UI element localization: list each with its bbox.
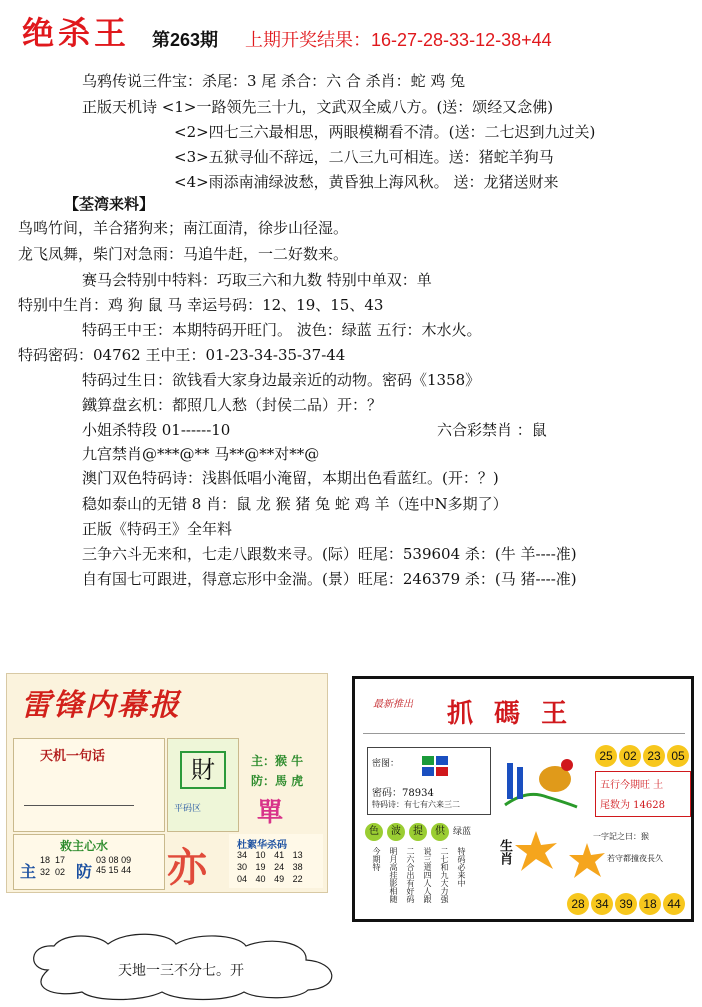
num: 34 bbox=[237, 850, 248, 860]
num: 49 bbox=[274, 874, 285, 884]
single-char: 單 bbox=[257, 798, 284, 828]
balls-bottom bbox=[567, 893, 685, 915]
num: 09 bbox=[121, 855, 132, 865]
leifeng-panel bbox=[6, 673, 328, 893]
line-16: 六合彩禁肖 ：鼠 bbox=[437, 421, 547, 439]
poem-col: 特码必来中 bbox=[457, 847, 466, 887]
color-tags bbox=[365, 823, 471, 841]
num: 41 bbox=[274, 850, 285, 860]
poem-col: 二七和九大力强 bbox=[440, 847, 449, 903]
leifeng-title: 雷锋内幕报 bbox=[21, 688, 181, 723]
num: 22 bbox=[292, 874, 303, 884]
zodiac-burst bbox=[513, 829, 559, 875]
issue-number: 第263期 bbox=[152, 30, 219, 50]
line-10: 特别中生肖：鸡 狗 鼠 马 幸运号码：12、19、15、43 bbox=[18, 296, 384, 314]
poem-columns bbox=[371, 847, 467, 911]
zhu-nums bbox=[40, 855, 65, 865]
color-tag: 供 bbox=[431, 823, 449, 841]
line-5: <4>雨添南浦绿波愁，黄昏独上海风秋。 送：龙猪送财来 bbox=[174, 173, 559, 191]
ball: 23 bbox=[643, 745, 665, 767]
yizi-label-text: 一字記之曰： bbox=[593, 832, 641, 841]
num: 24 bbox=[274, 862, 285, 872]
line-3: <2>四七三六最相思，两眼模糊看不清。(送：二七迟到九过关) bbox=[174, 123, 596, 141]
ball: 28 bbox=[567, 893, 589, 915]
num: 04 bbox=[237, 874, 248, 884]
zhuamawang-panel bbox=[352, 676, 694, 922]
line-4: <3>五狱寻仙不辞远，二八三九可相连。送：猪蛇羊狗马 bbox=[174, 148, 554, 166]
sha-row-1 bbox=[237, 850, 303, 860]
poem-col: 二六合出有好码 bbox=[406, 847, 415, 903]
line-22: 自有国七可跟进，得意忘形中金湍。(景）旺尾：246379 杀：(马 猪----准) bbox=[82, 570, 577, 588]
color-tag: 波 bbox=[387, 823, 405, 841]
zodiac-burst-2 bbox=[567, 841, 607, 881]
num: 44 bbox=[121, 865, 132, 875]
result-label: 上期开奖结果： bbox=[245, 30, 371, 50]
poem-col: 明月高挂影相随 bbox=[389, 847, 398, 903]
ball: 05 bbox=[667, 745, 689, 767]
header bbox=[0, 0, 702, 62]
poem-right: 若守都撞夜長久 bbox=[607, 854, 663, 863]
zmw-title: 抓 碼 王 bbox=[447, 699, 574, 729]
ball: 25 bbox=[595, 745, 617, 767]
poem-col: 今期特 bbox=[372, 847, 381, 871]
line-15: 小姐杀特段 01------10 bbox=[82, 421, 231, 439]
sha-row-2 bbox=[237, 862, 303, 872]
flag-icon bbox=[418, 754, 458, 778]
fang-label: 防 bbox=[76, 862, 93, 881]
line-18: 澳门双色特码诗：浅斟低唱小淹留，本期出色看蓝红。(开：？) bbox=[82, 469, 499, 487]
zmw-tag: 最新推出 bbox=[373, 699, 413, 710]
fang-text: 防：馬 虎 bbox=[251, 774, 304, 788]
pingma-label: 平码区 bbox=[174, 804, 202, 814]
poem-col: 说三道四人人跟 bbox=[423, 847, 432, 903]
mima-box bbox=[367, 747, 491, 815]
line-17: 九宫禁肖@***@** 马**@**对**@ bbox=[82, 445, 320, 463]
tianji-label: 天机一句话 bbox=[40, 749, 106, 764]
num: 08 bbox=[108, 855, 119, 865]
mima-label: 密图： bbox=[372, 759, 400, 769]
num: 15 bbox=[108, 865, 119, 875]
sheng-xiao: 生肖 bbox=[497, 839, 512, 865]
line-14: 鐵算盘玄机：都照几人愁（封侯二品）开：？ bbox=[82, 396, 383, 414]
ball: 18 bbox=[639, 893, 661, 915]
tianji-scribble bbox=[24, 805, 134, 806]
zhu-label: 主 bbox=[20, 862, 37, 881]
tema-mima: 特码诗：有七有六来三二 bbox=[372, 800, 460, 809]
tianji-box bbox=[13, 738, 165, 832]
color-tag: 色 bbox=[365, 823, 383, 841]
num: 10 bbox=[255, 850, 266, 860]
wuxing-text: 五行今期旺 土 bbox=[600, 780, 664, 791]
line-11: 特码王中王：本期特码开旺门。 波色：绿蓝 五行：木水火。 bbox=[82, 321, 482, 339]
fang-nums bbox=[40, 867, 65, 877]
weishu-text: 尾数为 14628 bbox=[600, 800, 665, 811]
line-7: 鸟鸣竹间，羊合猪狗来；南江面清，徐步山径湿。 bbox=[18, 219, 349, 237]
color-value: 绿蓝 bbox=[453, 827, 472, 837]
line-12: 特码密码：04762 王中王：01-23-34-35-37-44 bbox=[18, 346, 346, 364]
extra-nums bbox=[96, 855, 131, 875]
jiuzhu-title: 救主心水 bbox=[60, 839, 109, 853]
num: 02 bbox=[55, 867, 66, 877]
center-box bbox=[167, 738, 239, 832]
line-1: 乌鸦传说三件宝：杀尾：3 尾 杀合：六 合 杀肖：蛇 鸡 兔 bbox=[82, 72, 466, 90]
shasha-box bbox=[229, 834, 323, 888]
zmw-underline bbox=[363, 733, 685, 734]
wuxing-box bbox=[595, 771, 691, 817]
num: 45 bbox=[96, 865, 107, 875]
cloud-text: 天地一三不分七。开 bbox=[118, 963, 244, 979]
shasha-title: 杜絮华杀码 bbox=[237, 840, 287, 851]
ball: 02 bbox=[619, 745, 641, 767]
num: 17 bbox=[55, 855, 66, 865]
ball: 34 bbox=[591, 893, 613, 915]
line-9: 赛马会特别中特料：巧取三六和九数 特别中单双：单 bbox=[82, 271, 432, 289]
yizi-value: 猴 bbox=[641, 832, 649, 841]
line-8: 龙飞凤舞，柴门对急雨：马追牛赶，一二好数来。 bbox=[18, 245, 349, 263]
num: 03 bbox=[96, 855, 107, 865]
big-char: 亦 bbox=[167, 844, 207, 891]
num: 40 bbox=[255, 874, 266, 884]
rooster-icon bbox=[497, 749, 583, 811]
balls-top bbox=[595, 745, 689, 767]
num: 32 bbox=[40, 867, 51, 877]
num: 18 bbox=[40, 855, 51, 865]
zhu-text: 主：猴 牛 bbox=[251, 754, 304, 768]
num: 19 bbox=[255, 862, 266, 872]
sha-row-3 bbox=[237, 874, 303, 884]
num: 38 bbox=[292, 862, 303, 872]
last-result bbox=[245, 26, 552, 52]
line-2: 正版天机诗 <1>一路领先三十九，文武双全威八方。(送：颂经又念佛) bbox=[82, 98, 554, 116]
section-heading: 【荃湾来料】 bbox=[64, 195, 155, 213]
line-19: 稳如泰山的无错 8 肖：鼠 龙 猴 猪 兔 蛇 鸡 羊（连中N多期了） bbox=[82, 495, 508, 513]
result-numbers: 16-27-28-33-12-38+44 bbox=[371, 30, 552, 50]
num: 30 bbox=[237, 862, 248, 872]
ball: 44 bbox=[663, 893, 685, 915]
line-21: 三争六斗无来和，七走八跟数来寻。(际）旺尾：539604 杀：(牛 羊----准) bbox=[82, 545, 577, 563]
line-20: 正版《特码王》全年料 bbox=[82, 520, 233, 538]
wealth-char: 財 bbox=[180, 751, 226, 789]
color-tag: 提 bbox=[409, 823, 427, 841]
page-title: 绝杀王 bbox=[22, 14, 131, 52]
mima-num: 密码：78934 bbox=[372, 788, 434, 799]
line-13: 特码过生日：欲钱看大家身边最亲近的动物。密码《1358》 bbox=[82, 371, 481, 389]
jiuzhu-box bbox=[13, 834, 165, 890]
ball: 39 bbox=[615, 893, 637, 915]
num: 13 bbox=[292, 850, 303, 860]
